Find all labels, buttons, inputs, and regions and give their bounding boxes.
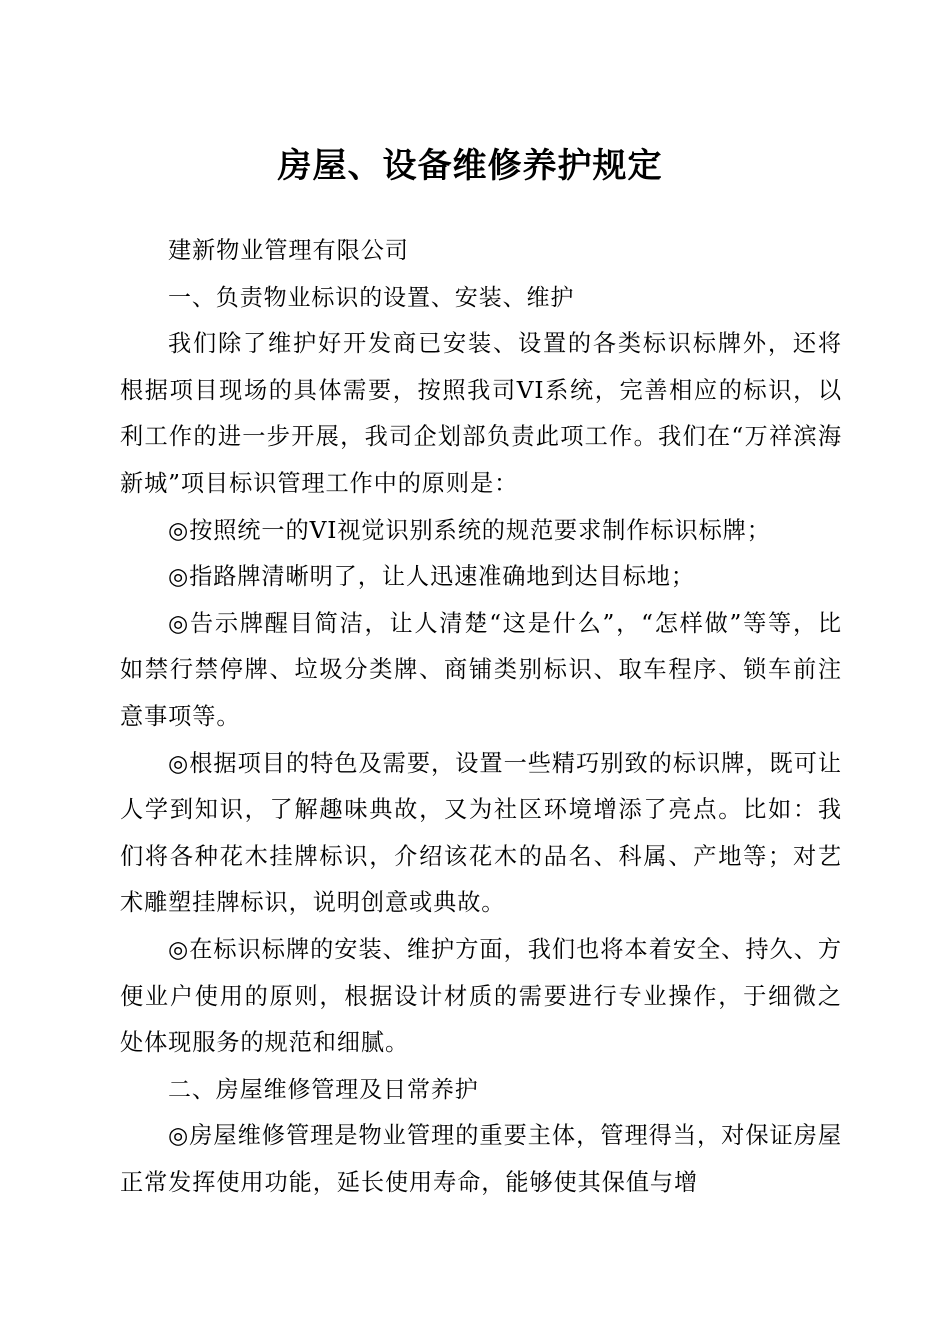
section-2-paragraph-1: ◎房屋维修管理是物业管理的重要主体，管理得当，对保证房屋正常发挥使用功能，延长使用寿命，能够使其保值与增 xyxy=(120,1122,842,1196)
company-name: 建新物业管理有限公司 xyxy=(168,237,409,264)
section-1-heading: 一、负责物业标识的设置、安装、维护 xyxy=(168,284,575,311)
section-1-paragraph-3: ◎指路牌清晰明了，让人迅速准确地到达目标地； xyxy=(168,563,695,591)
section-1-paragraph-5: ◎根据项目的特色及需要，设置一些精巧别致的标识牌，既可让人学到知识，了解趣味典故，又为社区环境增添了亮点。比如：我们将各种花木挂牌标识，介绍该花木的品名、科属、产地等；对艺术雕塑挂牌标识，说明创意或典故。 xyxy=(120,749,842,917)
document-body xyxy=(120,228,842,1206)
section-1-paragraph-2: ◎按照统一的VI视觉识别系统的规范要求制作标识标牌； xyxy=(168,516,771,544)
section-1-paragraph-1: 我们除了维护好开发商已安装、设置的各类标识标牌外，还将根据项目现场的具体需要，按照我司VI系统，完善相应的标识，以利工作的进一步开展，我司企划部负责此项工作。我们在“万祥滨海新城”项目标识管理工作中的原则是： xyxy=(120,330,842,497)
section-1-paragraph-4: ◎告示牌醒目简洁，让人清楚“这是什么”，“怎样做”等等，比如禁行禁停牌、垃圾分类牌、商铺类别标识、取车程序、锁车前注意事项等。 xyxy=(120,609,842,730)
section-1-paragraph-6: ◎在标识标牌的安装、维护方面，我们也将本着安全、持久、方便业户使用的原则，根据设计材质的需要进行专业操作，于细微之处体现服务的规范和细腻。 xyxy=(120,935,842,1057)
section-2-heading: 二、房屋维修管理及日常养护 xyxy=(168,1076,479,1103)
document-title: 房屋、设备维修养护规定 xyxy=(277,146,663,186)
